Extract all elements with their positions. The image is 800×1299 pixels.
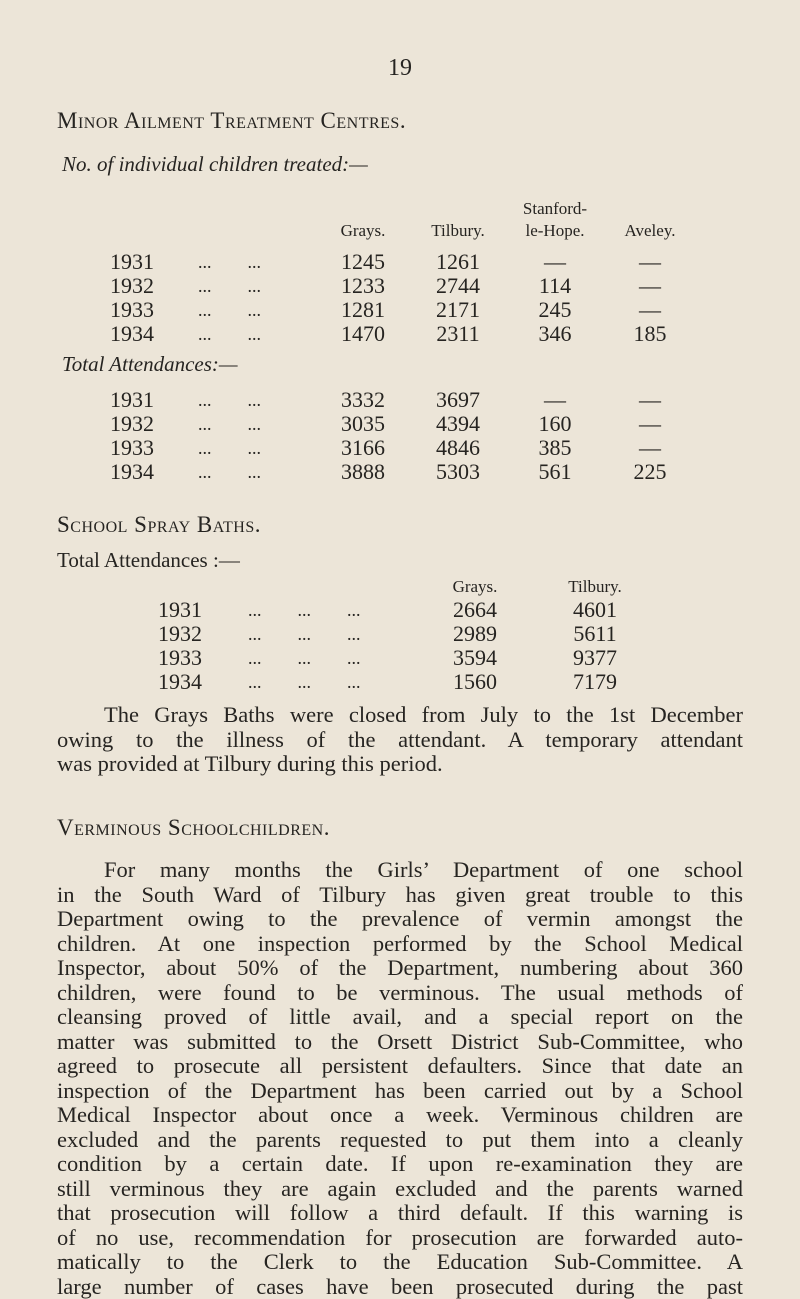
- year-label: 1932: [110, 412, 154, 436]
- table-cell: 561: [515, 460, 595, 484]
- table-cell: 2744: [418, 274, 498, 298]
- table-cell: 4846: [418, 436, 498, 460]
- text-line: children. At one inspection performed by the School Medical: [57, 932, 743, 957]
- year-label: 1931: [110, 250, 154, 274]
- text-line: matter was submitted to the Orsett District Sub-Committee, who: [57, 1030, 743, 1055]
- table-cell: 2664: [435, 598, 515, 622]
- table-cell: 114: [515, 274, 595, 298]
- table-cell: 9377: [555, 646, 635, 670]
- table-cell: 5303: [418, 460, 498, 484]
- section-title-verminous: Verminous Schoolchildren.: [57, 815, 330, 841]
- year-label: 1932: [158, 622, 202, 646]
- table-cell: 4394: [418, 412, 498, 436]
- text-line: that prosecution will follow a third default. If this warning is: [57, 1201, 743, 1226]
- text-line: was provided at Tilbury during this period.: [57, 752, 743, 777]
- text-line: The Grays Baths were closed from July to the 1st December: [57, 703, 743, 728]
- leader-dots: ... ...: [198, 252, 261, 272]
- table-cell: 4601: [555, 598, 635, 622]
- text-line: inspection of the Department has been carried out by a School: [57, 1079, 743, 1104]
- table-cell: 3166: [323, 436, 403, 460]
- table-cell: —: [610, 388, 690, 412]
- table-cell: 3594: [435, 646, 515, 670]
- table-cell: 5611: [555, 622, 635, 646]
- table-cell: —: [610, 412, 690, 436]
- table-cell: 1560: [435, 670, 515, 694]
- text-line: matically to the Clerk to the Education Sub-Committee. A: [57, 1250, 743, 1275]
- subheading-children-treated: No. of individual children treated:—: [62, 152, 368, 177]
- section-title-spray-baths: School Spray Baths.: [57, 512, 261, 538]
- leader-dots: ... ... ...: [248, 672, 361, 692]
- year-label: 1931: [158, 598, 202, 622]
- leader-dots: ... ...: [198, 438, 261, 458]
- verminous-paragraph: [57, 858, 743, 1299]
- column-header-grays: Grays.: [430, 578, 520, 596]
- table-cell: —: [515, 388, 595, 412]
- leader-dots: ... ...: [198, 414, 261, 434]
- text-line: of no use, recommendation for prosecution are forwarded auto-: [57, 1226, 743, 1251]
- table-cell: 1281: [323, 298, 403, 322]
- table-cell: 3888: [323, 460, 403, 484]
- text-line: children, were found to be verminous. The usual methods of: [57, 981, 743, 1006]
- leader-dots: ... ...: [198, 462, 261, 482]
- text-line: in the South Ward of Tilbury has given great trouble to this: [57, 883, 743, 908]
- text-line: For many months the Girls’ Department of one school: [57, 858, 743, 883]
- table-cell: —: [610, 274, 690, 298]
- year-label: 1934: [110, 322, 154, 346]
- baths-paragraph: [57, 703, 743, 777]
- column-header-tilbury: Tilbury.: [550, 578, 640, 596]
- table-cell: 2989: [435, 622, 515, 646]
- table-cell: 346: [515, 322, 595, 346]
- leader-dots: ... ...: [198, 390, 261, 410]
- text-line: cleansing proved of little avail, and a special report on the: [57, 1005, 743, 1030]
- table-cell: 2311: [418, 322, 498, 346]
- table-cell: 385: [515, 436, 595, 460]
- text-line: agreed to prosecute all persistent defaulters. Since that date an: [57, 1054, 743, 1079]
- year-label: 1931: [110, 388, 154, 412]
- table-cell: 2171: [418, 298, 498, 322]
- table-cell: —: [610, 250, 690, 274]
- table-cell: 3332: [323, 388, 403, 412]
- leader-dots: ... ... ...: [248, 648, 361, 668]
- leader-dots: ... ...: [198, 324, 261, 344]
- year-label: 1933: [158, 646, 202, 670]
- table-cell: —: [515, 250, 595, 274]
- text-line: owing to the illness of the attendant. A temporary attendant: [57, 728, 743, 753]
- leader-dots: ... ...: [198, 276, 261, 296]
- table-cell: —: [610, 436, 690, 460]
- table-cell: 245: [515, 298, 595, 322]
- text-line: condition by a certain date. If upon re-examination they are: [57, 1152, 743, 1177]
- text-line: Medical Inspector about once a week. Verminous children are: [57, 1103, 743, 1128]
- year-label: 1933: [110, 298, 154, 322]
- table-cell: —: [610, 298, 690, 322]
- leader-dots: ... ...: [198, 300, 261, 320]
- text-line: large number of cases have been prosecuted during the past: [57, 1275, 743, 1299]
- table-cell: 7179: [555, 670, 635, 694]
- text-line: still verminous they are again excluded and the parents warned: [57, 1177, 743, 1202]
- table-cell: 1470: [323, 322, 403, 346]
- year-label: 1934: [158, 670, 202, 694]
- year-label: 1933: [110, 436, 154, 460]
- table-cell: 225: [610, 460, 690, 484]
- subheading-baths-attendances: Total Attendances :—: [57, 548, 240, 573]
- page-number: 19: [0, 55, 800, 82]
- table-cell: 3697: [418, 388, 498, 412]
- column-header-tilbury: Tilbury.: [413, 222, 503, 240]
- table-cell: 1261: [418, 250, 498, 274]
- subheading-total-attendances: Total Attendances:—: [62, 352, 238, 377]
- table-cell: 3035: [323, 412, 403, 436]
- leader-dots: ... ... ...: [248, 600, 361, 620]
- table-cell: 185: [610, 322, 690, 346]
- column-header-stanford: Stanford-: [510, 200, 600, 218]
- year-label: 1932: [110, 274, 154, 298]
- text-line: excluded and the parents requested to put them into a cleanly: [57, 1128, 743, 1153]
- column-header-aveley: Aveley.: [605, 222, 695, 240]
- table-cell: 1245: [323, 250, 403, 274]
- table-cell: 1233: [323, 274, 403, 298]
- text-line: Inspector, about 50% of the Department, numbering about 360: [57, 956, 743, 981]
- table-cell: 160: [515, 412, 595, 436]
- text-line: Department owing to the prevalence of vermin amongst the: [57, 907, 743, 932]
- section-title-minor-ailment: Minor Ailment Treatment Centres.: [57, 108, 406, 134]
- year-label: 1934: [110, 460, 154, 484]
- column-header-le-hope: le-Hope.: [510, 222, 600, 240]
- leader-dots: ... ... ...: [248, 624, 361, 644]
- column-header-grays: Grays.: [318, 222, 408, 240]
